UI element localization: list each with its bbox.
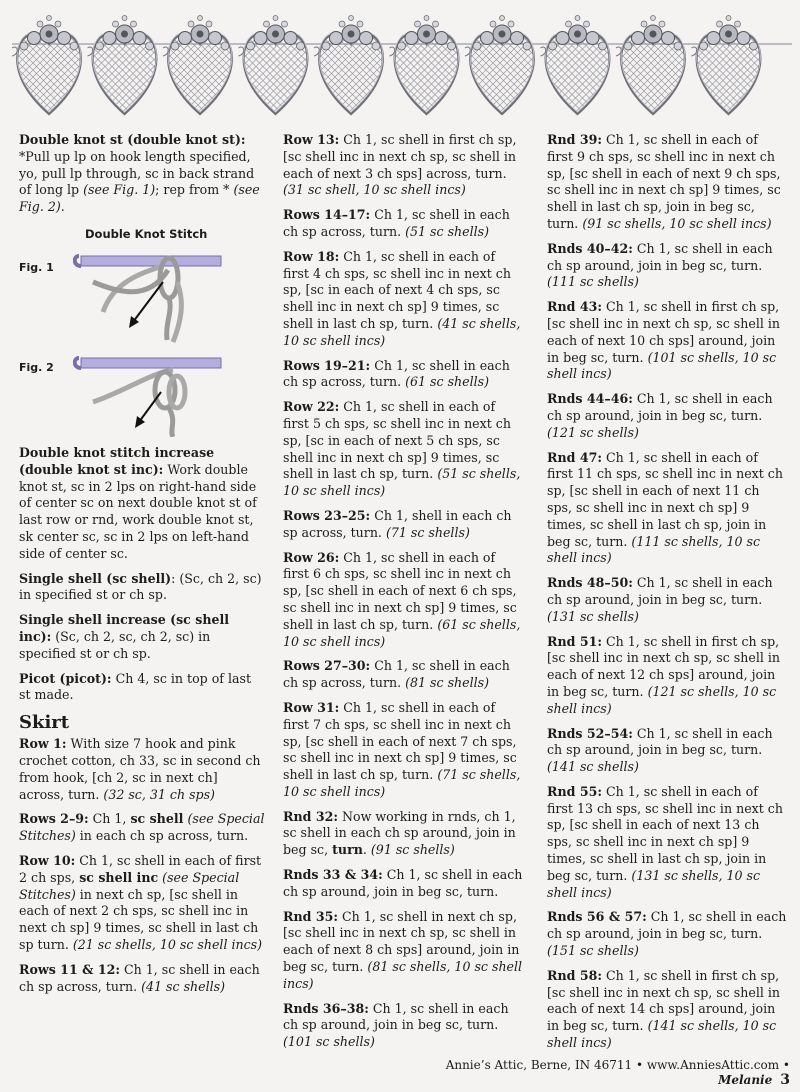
double-knot-stitch-figure <box>19 224 265 439</box>
instruction-rows-2-9: Rows 2–9: Ch 1, sc shell (see Special Stitches) in each ch sp across, turn. <box>19 811 265 844</box>
instruction-entry: Rows 14–17: Ch 1, sc shell in each ch sp across, turn. (51 sc shells) <box>283 207 510 239</box>
instruction-entry: Rnd 47: Ch 1, sc shell in each of first 11 ch sps, sc shell inc in next ch sp, [sc shell in each of next 11 ch sps, sc shell inc in next ch sp] 9 times, sc shell in last ch sp, join in beg sc, turn. (111 sc shells, 10 sc shell incs) <box>547 449 783 566</box>
column-1 <box>19 132 265 1003</box>
instruction-entry: Row 13: Ch 1, sc shell in first ch sp, [sc shell inc in next ch sp, sc shell in each of next 3 ch sps] across, turn. (31 sc shell, 10 sc shell incs) <box>283 132 517 198</box>
instruction-rows-11-12: Rows 11 & 12: Ch 1, sc shell in each ch sp across, turn. (41 sc shells) <box>19 961 260 994</box>
instruction-row-10: Row 10: Ch 1, sc shell in each of first 2 ch sps, sc shell inc (see Special Stitches) in next ch sp, [sc shell in each of next 2 ch sps, sc shell inc in next ch sp] 9 times, sc shell in last ch sp turn. (21 sc shells, 10 sc shell incs) <box>19 852 263 952</box>
instruction-entry: Row 22: Ch 1, sc shell in each of first 5 ch sps, sc shell inc in next ch sp, [sc in each of next 5 ch sps, sc shell inc in next ch sp] 9 times, sc shell in last ch sp, turn. (51 sc shells, 10 sc shell incs) <box>283 399 521 499</box>
figure-title: Double Knot Stitch <box>85 226 208 241</box>
instruction-entry: Row 26: Ch 1, sc shell in each of first 6 ch sps, sc shell inc in next ch sp, [sc shell in each of next 6 ch sps, sc shell inc in next ch sp] 9 times, sc shell in last ch sp, turn. (61 sc shells, 10 sc shell incs) <box>283 549 521 649</box>
double-knot-st-inc-definition: Double knot stitch increase (double knot st inc): Work double knot st, sc in 2 lps on right-hand side of center sc on next double knot st of last row or rnd, work double knot st, sk center sc, sc in 2 lps on left-hand side of center sc. <box>19 444 257 561</box>
single-shell-inc-definition: Single shell increase (sc shell inc): (Sc, ch 2, sc, ch 2, sc) in specified st or ch sp. <box>19 612 230 661</box>
instruction-entry: Rnds 36–38: Ch 1, sc shell in each ch sp around, join in beg sc, turn. (101 sc shells) <box>283 1000 509 1050</box>
instruction-entry: Rows 27–30: Ch 1, sc shell in each ch sp across, turn. (81 sc shells) <box>283 658 510 691</box>
instruction-entry: Rnds 40–42: Ch 1, sc shell in each ch sp around, join in beg sc, turn. (111 sc shells) <box>547 240 773 290</box>
instruction-entry: Rnds 56 & 57: Ch 1, sc shell in each ch sp around, join in beg sc, turn. (151 sc shells) <box>547 909 787 959</box>
column-2 <box>283 132 523 1059</box>
instruction-entry: Rnd 39: Ch 1, sc shell in each of first 9 ch sps, sc shell inc in next ch sp, [sc shell in each of next 9 ch sps, sc shell inc in next ch sp] 9 times, sc shell in last ch sp, join in beg sc, turn. (91 sc shells, 10 sc shell incs) <box>547 132 781 231</box>
crochet-hook-diagram <box>73 242 223 437</box>
page-number: 3 <box>780 1072 790 1088</box>
fig-2-label: Fig. 2 <box>19 360 54 374</box>
instruction-entry: Rnd 43: Ch 1, sc shell in first ch sp, [sc shell inc in next ch sp, sc shell in each of next 10 ch sps] around, join in beg sc, turn. (101 sc shells, 10 sc shell incs) <box>547 299 781 382</box>
instruction-row-1: Row 1: With size 7 hook and pink crochet cotton, ch 33, sc in second ch from hook, [ch 2, sc in next ch] across, turn. (32 sc, 31 ch sps) <box>19 736 261 802</box>
double-knot-st-definition: Double knot st (double knot st): *Pull up lp on hook length specified, yo, pull lp through, sc in back strand of long lp (see Fig. 1); rep from * (see Fig. 2). <box>19 132 260 215</box>
section-heading-skirt: Skirt <box>19 712 70 734</box>
page-footer: Annie’s Attic, Berne, IN 46711 • www.AnniesAttic.com • Melanie 3 <box>445 1058 790 1088</box>
column-3 <box>547 132 787 1060</box>
instruction-entry: Rnd 32: Now working in rnds, ch 1, sc shell in each ch sp around, join in beg sc, turn. (91 sc shells) <box>283 808 516 858</box>
instruction-entry: Rows 23–25: Ch 1, shell in each ch sp across, turn. (71 sc shells) <box>283 507 512 540</box>
heart-lace-border <box>12 14 792 120</box>
instruction-entry: Row 18: Ch 1, sc shell in each of first 4 ch sps, sc shell inc in next ch sp, [sc in each of next 4 ch sps, sc shell inc in next ch sp] 9 times, sc shell in last ch sp, turn. (41 sc shells, 10 sc shell incs) <box>283 248 521 348</box>
pattern-name: Melanie <box>718 1073 773 1087</box>
fig-1-label: Fig. 1 <box>19 260 54 274</box>
instruction-entry: Rnd 51: Ch 1, sc shell in first ch sp, [sc shell inc in next ch sp, sc shell in each of next 12 ch sps] around, join in beg sc, turn. (121 sc shells, 10 sc shell incs) <box>547 633 781 716</box>
instruction-entry: Rnd 58: Ch 1, sc shell in first ch sp, [sc shell inc in next ch sp, sc shell in each of next 14 ch sps] around, join in beg sc, turn. (141 sc shells, 10 sc shell incs) <box>547 967 781 1051</box>
picot-definition: Picot (picot): Ch 4, sc in top of last st made. <box>19 670 252 703</box>
instruction-entry: Rnds 52–54: Ch 1, sc shell in each ch sp around, join in beg sc, turn. (141 sc shells) <box>547 725 773 775</box>
instruction-entry: Rnds 33 & 34: Ch 1, sc shell in each ch sp around, join in beg sc, turn. <box>283 867 523 899</box>
single-shell-definition: Single shell (sc shell): (Sc, ch 2, sc) in specified st or ch sp. <box>19 570 262 603</box>
instruction-entry: Rnds 48–50: Ch 1, sc shell in each ch sp around, join in beg sc, turn. (131 sc shells) <box>547 575 773 624</box>
instruction-entry: Rows 19–21: Ch 1, sc shell in each ch sp across, turn. (61 sc shells) <box>283 357 510 390</box>
instruction-entry: Rnds 44–46: Ch 1, sc shell in each ch sp around, join in beg sc, turn. (121 sc shells) <box>547 391 773 440</box>
instruction-entry: Row 31: Ch 1, sc shell in each of first 7 ch sps, sc shell inc in next ch sp, [sc shell in each of next 7 ch sps, sc shell inc in next ch sp] 9 times, sc shell in last ch sp, turn. (71 sc shells, 10 sc shell incs) <box>283 699 521 799</box>
instruction-entry: Rnd 55: Ch 1, sc shell in each of first 13 ch sps, sc shell inc in next ch sp, [sc shell in each of next 13 ch sps, sc shell inc in next ch sp] 9 times, sc shell in last ch sp, join in beg sc, turn. (131 sc shells, 10 sc shell incs) <box>547 783 783 900</box>
instruction-entry: Rnd 35: Ch 1, sc shell in next ch sp, [sc shell inc in next ch sp, sc shell in each of next 8 ch sps] around, join in beg sc, turn. (81 sc shells, 10 sc shell incs) <box>283 908 523 991</box>
